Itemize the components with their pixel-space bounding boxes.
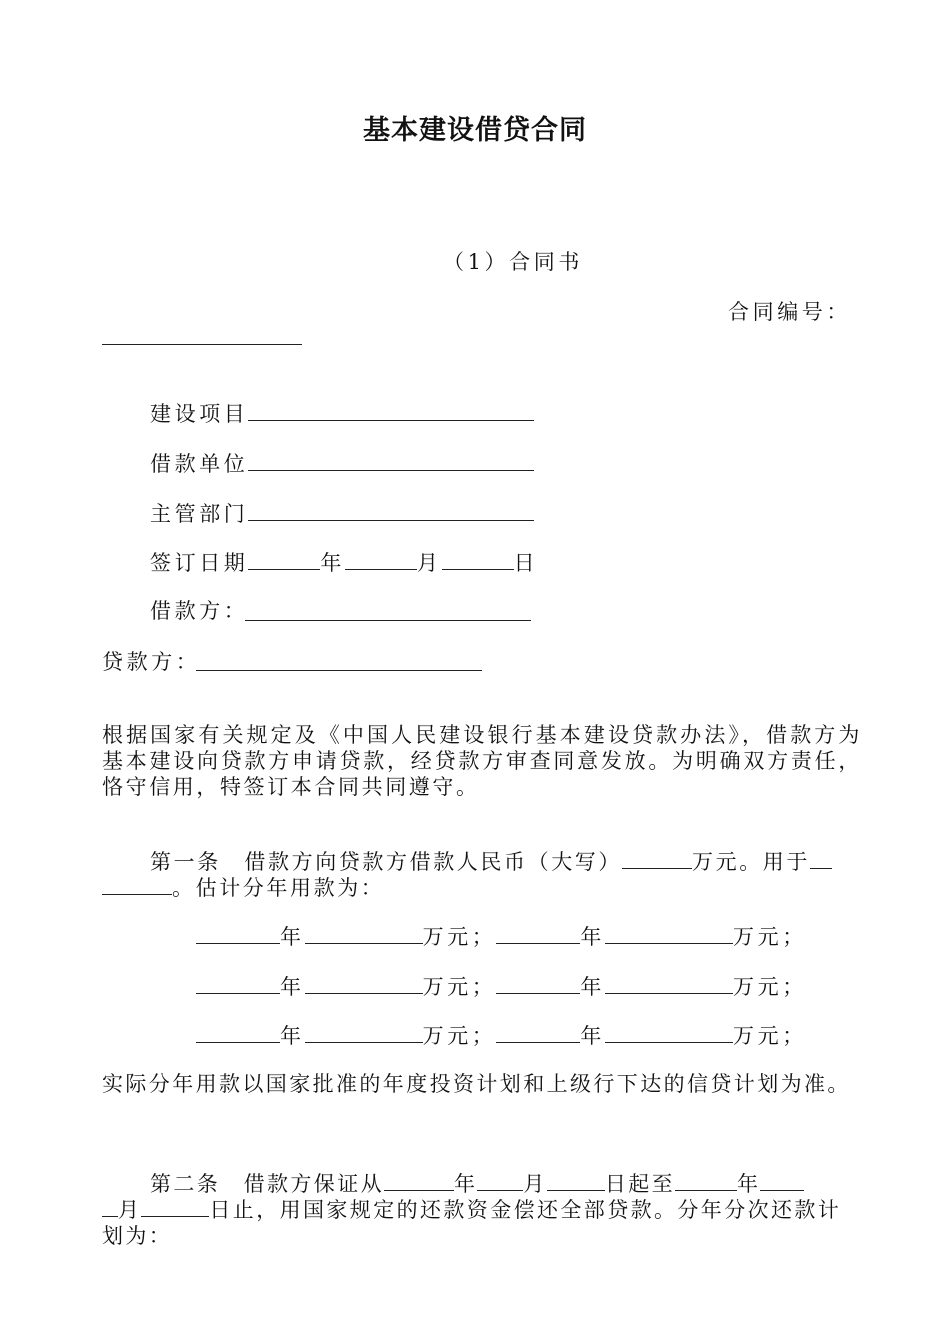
intro-paragraph: 根据国家有关规定及《中国人民建设银行基本建设贷款办法》，借款方为基本建设向贷款方申请贷款，经贷款方审查同意发放。为明确双方责任，恪守信用，特签订本合同共同遵守。 — [102, 723, 862, 799]
article-2-from-label: 日起至 — [604, 1172, 676, 1196]
field-project-label: 建设项目 — [150, 402, 249, 426]
article-1-purpose-blank-a — [810, 846, 832, 869]
document-title: 基本建设借贷合同 — [363, 115, 587, 146]
article-2-line-2 — [102, 1194, 862, 1249]
field-project-blank — [248, 398, 534, 421]
field-lender-label: 贷款方： — [102, 650, 201, 674]
schedule-wan-label: 万元； — [422, 1024, 497, 1048]
field-project — [150, 398, 534, 428]
schedule-row — [196, 921, 807, 951]
field-sign-date — [150, 547, 538, 577]
sign-day-label: 日 — [513, 551, 539, 575]
schedule-amount-blank — [605, 971, 733, 994]
article-1-line-2 — [102, 872, 384, 902]
article-2-from-year-blank — [384, 1168, 454, 1191]
field-borrower-label: 借款方： — [150, 599, 249, 623]
field-borrower-blank — [245, 620, 531, 621]
schedule-row — [196, 971, 807, 1001]
article-2-from-month-blank — [477, 1168, 523, 1191]
article-2-to-label: 日止，用国家规定的还款资金偿还全部贷款。分年分次还款计划为： — [102, 1198, 842, 1248]
article-2-from-day-blank — [547, 1168, 605, 1191]
field-borrower-unit-blank — [248, 448, 534, 471]
article-2-month-label: 月 — [523, 1172, 547, 1196]
contract-number-label: 合同编号： — [728, 300, 851, 324]
field-authority — [150, 498, 534, 528]
field-borrower — [150, 597, 248, 625]
article-2-to-day-blank — [141, 1194, 209, 1217]
article-1-purpose-blank-b — [102, 872, 172, 895]
schedule-year-blank — [496, 921, 580, 944]
schedule-amount-blank — [305, 921, 423, 944]
contract-number-blank — [102, 344, 302, 345]
sign-month-blank — [345, 547, 417, 570]
schedule-wan-label: 万元； — [422, 925, 497, 949]
article-1-head: 第一条 借款方向贷款方借款人民币（大写） — [150, 850, 622, 874]
schedule-year-label: 年 — [280, 975, 305, 999]
schedule-year-label: 年 — [280, 925, 305, 949]
field-sign-date-label: 签订日期 — [150, 551, 249, 575]
sign-month-label: 月 — [417, 551, 442, 575]
schedule-year-blank — [196, 971, 280, 994]
schedule-year-blank — [496, 971, 580, 994]
article-1-amount-blank — [622, 846, 692, 869]
article-2-to-month-blank-a — [760, 1168, 804, 1191]
schedule-amount-blank — [305, 971, 423, 994]
sign-day-blank — [442, 547, 514, 570]
article-1-unit: 万元。用于 — [692, 850, 810, 874]
article-2-year-label: 年 — [454, 1172, 478, 1196]
article-1-tail: 。估计分年用款为： — [172, 876, 385, 900]
schedule-year-blank — [196, 1020, 280, 1043]
article-2-year-label: 年 — [737, 1172, 761, 1196]
field-borrower-unit-label: 借款单位 — [150, 452, 249, 476]
schedule-wan-label: 万元； — [733, 925, 807, 949]
schedule-wan-label: 万元； — [733, 975, 807, 999]
schedule-year-blank — [196, 921, 280, 944]
section-heading: （1）合同书 — [443, 250, 583, 274]
schedule-wan-label: 万元； — [422, 975, 497, 999]
schedule-wan-label: 万元； — [733, 1024, 807, 1048]
article-2-to-month-blank-b — [102, 1194, 118, 1217]
field-authority-label: 主管部门 — [150, 502, 249, 526]
schedule-amount-blank — [305, 1020, 423, 1043]
schedule-year-label: 年 — [580, 925, 606, 949]
schedule-year-label: 年 — [280, 1024, 305, 1048]
field-lender — [102, 648, 200, 676]
schedule-amount-blank — [605, 1020, 733, 1043]
article-1-note: 实际分年用款以国家批准的年度投资计划和上级行下达的信贷计划为准。 — [102, 1072, 851, 1096]
article-2-to-year-blank — [675, 1168, 737, 1191]
field-borrower-unit — [150, 448, 534, 478]
schedule-year-label: 年 — [580, 1024, 606, 1048]
schedule-row — [196, 1020, 807, 1050]
article-2-month-label: 月 — [118, 1198, 142, 1222]
schedule-year-label: 年 — [580, 975, 606, 999]
schedule-year-blank — [496, 1020, 580, 1043]
sign-year-label: 年 — [320, 551, 346, 575]
sign-year-blank — [248, 547, 320, 570]
schedule-amount-blank — [605, 921, 733, 944]
article-2-head: 第二条 借款方保证从 — [150, 1172, 384, 1196]
field-lender-blank — [196, 670, 482, 671]
field-authority-blank — [248, 498, 534, 521]
